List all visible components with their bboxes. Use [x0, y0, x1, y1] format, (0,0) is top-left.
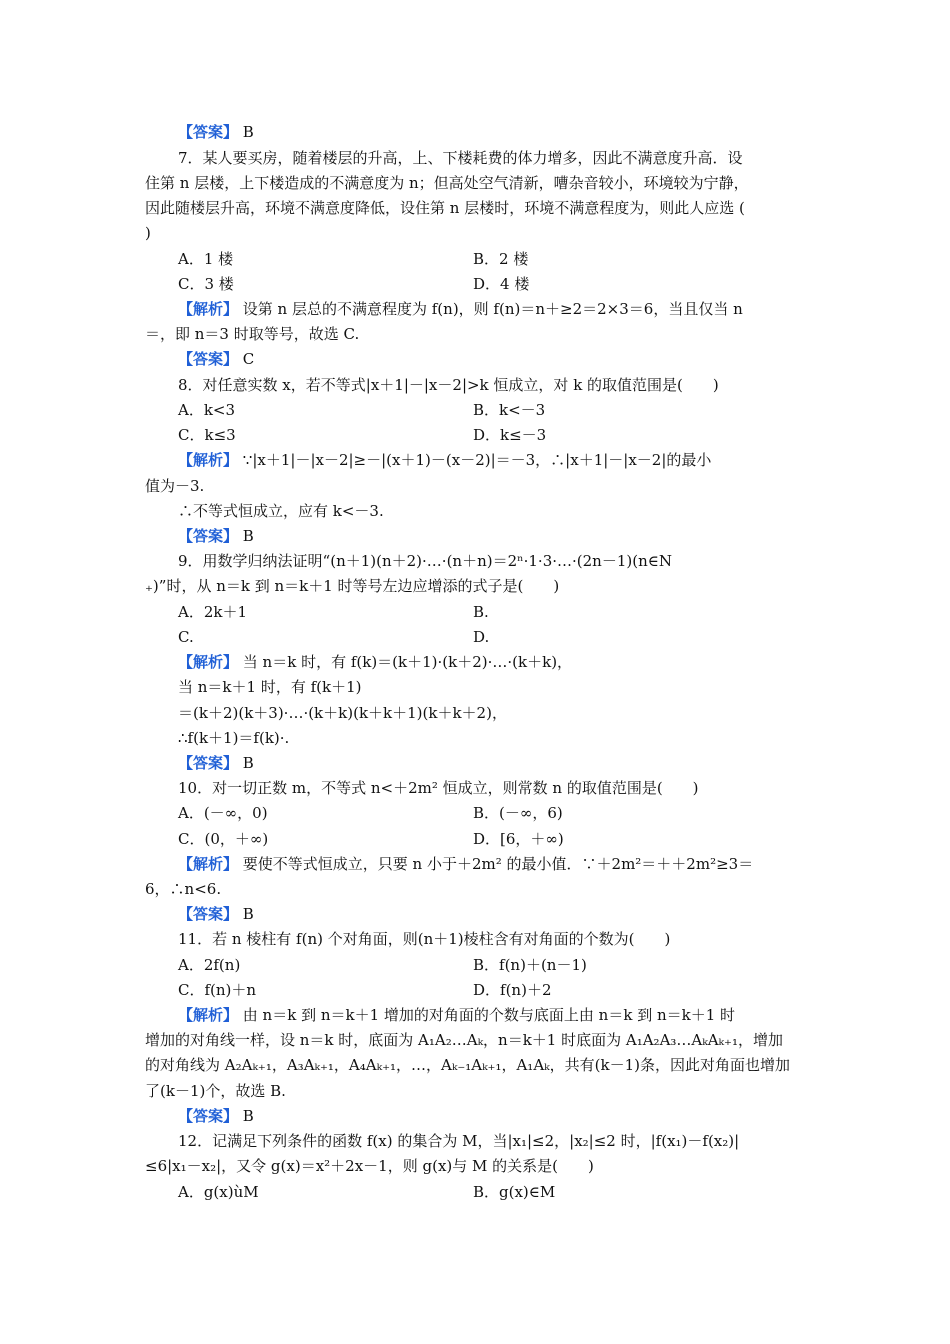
- option-b: B．k<－3: [473, 401, 546, 419]
- option-b: B．f(n)＋(n－1): [473, 956, 587, 974]
- option-b: B.: [473, 603, 489, 621]
- option-d: D．4 楼: [473, 275, 530, 293]
- option-a: A．1 楼: [178, 250, 234, 268]
- question-12-line-2: ≤6|x₁－x₂|，又令 g(x)＝x²＋2x－1，则 g(x)与 M 的关系是( ): [145, 1157, 594, 1175]
- question-7-line-4: ): [145, 224, 151, 242]
- option-d: D.: [473, 628, 490, 646]
- analysis-tag: 【解析】: [178, 1006, 239, 1024]
- answer-tag: 【答案】: [178, 1107, 239, 1125]
- option-b: B．(－∞，6): [473, 804, 563, 822]
- answer-line: 【答案】 B: [178, 754, 254, 772]
- option-b: B．g(x)∈M: [473, 1183, 556, 1201]
- text-line: 6，∴n<6.: [145, 880, 222, 898]
- option-b: B．2 楼: [473, 250, 529, 268]
- question-11-line-1: 11．若 n 棱柱有 f(n) 个对角面，则(n＋1)棱柱含有对角面的个数为( ): [178, 930, 671, 948]
- analysis-line: 【解析】 设第 n 层总的不满意程度为 f(n)，则 f(n)＝n＋≥2＝2×3＝6，当且仅当 n: [178, 300, 743, 318]
- text-line: 的对角线为 A₂Aₖ₊₁，A₃Aₖ₊₁，A₄Aₖ₊₁，…，Aₖ₋₁Aₖ₊₁，A₁Aₖ，共有(k－1)条，因此对角面也增加: [145, 1056, 790, 1074]
- analysis-line: 【解析】 ∵|x＋1|－|x－2|≥－|(x＋1)－(x－2)|＝－3，∴|x＋1|－|x－2|的最小: [178, 451, 712, 469]
- option-c: C．3 楼: [178, 275, 234, 293]
- answer-line: 【答案】 B: [178, 1107, 254, 1125]
- analysis-line: 【解析】 由 n＝k 到 n＝k＋1 增加的对角面的个数与底面上由 n＝k 到 n＝k＋1 时: [178, 1006, 736, 1024]
- text-line: 了(k－1)个，故选 B.: [145, 1082, 286, 1100]
- answer-line: 【答案】 C: [178, 350, 255, 368]
- option-a: A．2k＋1: [178, 603, 248, 621]
- analysis-line: 【解析】 要使不等式恒成立，只要 n 小于＋2m² 的最小值．∵＋2m²＝＋＋2m²≥3＝: [178, 855, 754, 873]
- question-8-line-1: 8．对任意实数 x，若不等式|x＋1|－|x－2|>k 恒成立，对 k 的取值范围是( ): [178, 376, 719, 394]
- text-line: ∴不等式恒成立，应有 k<－3.: [178, 502, 384, 520]
- option-d: D．k≤－3: [473, 426, 547, 444]
- answer-line: 【答案】 B: [178, 527, 254, 545]
- answer-tag: 【答案】: [178, 754, 239, 772]
- option-c: C.: [178, 628, 194, 646]
- option-a: A．(－∞，0): [178, 804, 268, 822]
- analysis-tag: 【解析】: [178, 451, 239, 469]
- option-d: D．[6，＋∞): [473, 830, 564, 848]
- option-c: C．(0，＋∞): [178, 830, 269, 848]
- analysis-tag: 【解析】: [178, 653, 239, 671]
- question-7-line-3: 因此随楼层升高，环境不满意度降低，设住第 n 层楼时，环境不满意程度为，则此人应选 (: [145, 199, 745, 217]
- text-line: 值为－3.: [145, 477, 205, 495]
- analysis-tag: 【解析】: [178, 300, 239, 318]
- question-9-line-2: ₊)”时，从 n＝k 到 n＝k＋1 时等号左边应增添的式子是( ): [145, 577, 560, 595]
- analysis-tag: 【解析】: [178, 855, 239, 873]
- question-12-line-1: 12．记满足下列条件的函数 f(x) 的集合为 M，当|x₁|≤2，|x₂|≤2 时，|f(x₁)－f(x₂)|: [178, 1132, 740, 1150]
- answer-tag: 【答案】: [178, 123, 239, 141]
- option-c: C．f(n)＋n: [178, 981, 257, 999]
- answer-tag: 【答案】: [178, 905, 239, 923]
- option-a: A．k<3: [178, 401, 236, 419]
- question-7-line-2: 住第 n 层楼，上下楼造成的不满意度为 n；但高处空气清新，嘈杂音较小，环境较为宁静，: [145, 174, 749, 192]
- text-line: ＝，即 n＝3 时取等号，故选 C.: [145, 325, 360, 343]
- text-line: ＝(k＋2)(k＋3)·…·(k＋k)(k＋k＋1)(k＋k＋2)，: [178, 704, 507, 722]
- option-d: D．f(n)＋2: [473, 981, 552, 999]
- answer-line: 【答案】 B: [178, 905, 254, 923]
- analysis-line: 【解析】 当 n＝k 时，有 f(k)＝(k＋1)·(k＋2)·…·(k＋k)，: [178, 653, 573, 671]
- text-line: 当 n＝k＋1 时，有 f(k＋1): [178, 678, 362, 696]
- answer-line: 【答案】 B: [178, 123, 254, 141]
- text-line: ∴f(k＋1)＝f(k)·.: [178, 729, 290, 747]
- option-c: C．k≤3: [178, 426, 236, 444]
- question-10-line-1: 10．对一切正数 m，不等式 n<＋2m² 恒成立，则常数 n 的取值范围是( ): [178, 779, 699, 797]
- question-9-line-1: 9．用数学归纳法证明“(n＋1)(n＋2)·…·(n＋n)＝2ⁿ·1·3·…·(2n－1)(n∈N: [178, 552, 672, 570]
- option-a: A．g(x)ùM: [178, 1183, 259, 1201]
- answer-tag: 【答案】: [178, 527, 239, 545]
- answer-tag: 【答案】: [178, 350, 239, 368]
- option-a: A．2f(n): [178, 956, 241, 974]
- text-line: 增加的对角线一样，设 n＝k 时，底面为 A₁A₂…Aₖ，n＝k＋1 时底面为 A₁A₂A₃…AₖAₖ₊₁，增加: [145, 1031, 783, 1049]
- question-7-line-1: 7．某人要买房，随着楼层的升高，上、下楼耗费的体力增多，因此不满意度升高．设: [178, 149, 743, 167]
